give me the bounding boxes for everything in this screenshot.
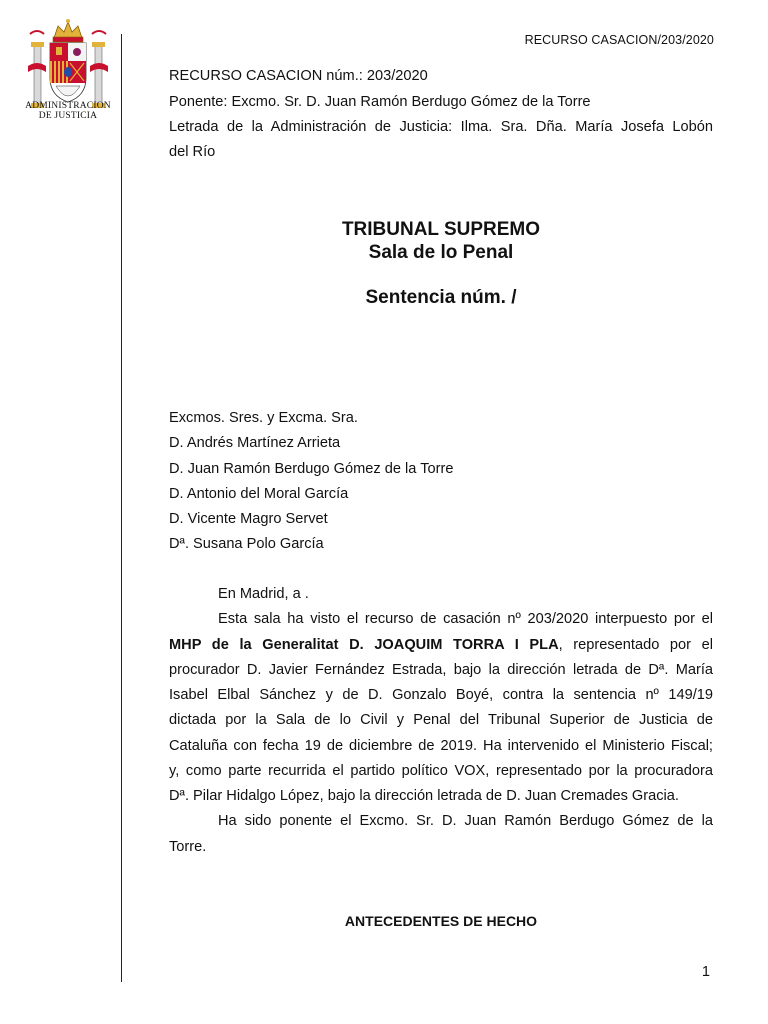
body-line: Ha sido ponente el Excmo. Sr. D. Juan Ramón Berdugo Gómez de la: [218, 813, 713, 829]
magistrate-item: D. Juan Ramón Berdugo Gómez de la Torre: [169, 461, 454, 477]
body-line: Cataluña con fecha 19 de diciembre de 2019. Ha intervenido el Ministerio Fiscal;: [169, 738, 713, 754]
margin-rule: [121, 34, 122, 982]
section-heading: ANTECEDENTES DE HECHO: [344, 913, 538, 929]
crest-caption-line2: DE JUSTICIA: [38, 111, 98, 121]
ponente-line: Ponente: Excmo. Sr. D. Juan Ramón Berdugo Gómez de la Torre: [169, 94, 591, 110]
letrada-line-cont: del Río: [169, 144, 216, 160]
body-line: y, como parte recurrida el partido político VOX, representado por la procuradora: [169, 763, 713, 779]
page-number: 1: [701, 964, 710, 980]
body-line: Isabel Elbal Sánchez y de D. Gonzalo Boyé, contra la sentencia nº 149/19: [169, 687, 713, 703]
magistrate-item: D. Vicente Magro Servet: [169, 511, 328, 527]
appellant-name: MHP de la Generalitat D. JOAQUIM TORRA I PLA: [169, 637, 559, 653]
body-line: procurador D. Javier Fernández Estrada, bajo la dirección letrada de Dª. María: [169, 662, 713, 678]
crest-caption-line1: ADMINISTRACION: [25, 101, 111, 111]
body-line-appellant: [169, 637, 713, 653]
chamber-title: Sala de lo Penal: [368, 242, 514, 263]
running-header: RECURSO CASACION/203/2020: [524, 33, 714, 47]
sentence-title: Sentencia núm. /: [365, 287, 517, 308]
body-line: Esta sala ha visto el recurso de casación nº 203/2020 interpuesto por el: [218, 611, 713, 627]
body-line-appellant-rest: , representado por el: [558, 637, 714, 653]
body-line: Torre.: [169, 839, 207, 855]
magistrate-item: D. Andrés Martínez Arrieta: [169, 435, 341, 451]
letrada-line: Letrada de la Administración de Justicia: Ilma. Sra. Dña. María Josefa Lobón: [169, 119, 713, 135]
court-title: TRIBUNAL SUPREMO: [341, 219, 541, 240]
magistrate-item: Dª. Susana Polo García: [169, 536, 324, 552]
body-line: dictada por la Sala de lo Civil y Penal del Tribunal Superior de Justicia de: [169, 712, 713, 728]
case-number: RECURSO CASACION núm.: 203/2020: [169, 68, 428, 84]
magistrate-item: D. Antonio del Moral García: [169, 486, 349, 502]
body-line: Dª. Pilar Hidalgo López, bajo la dirección letrada de D. Juan Cremades Gracia.: [169, 788, 679, 804]
magistrates-heading: Excmos. Sres. y Excma. Sra.: [169, 410, 358, 426]
place-date: En Madrid, a .: [218, 586, 309, 602]
